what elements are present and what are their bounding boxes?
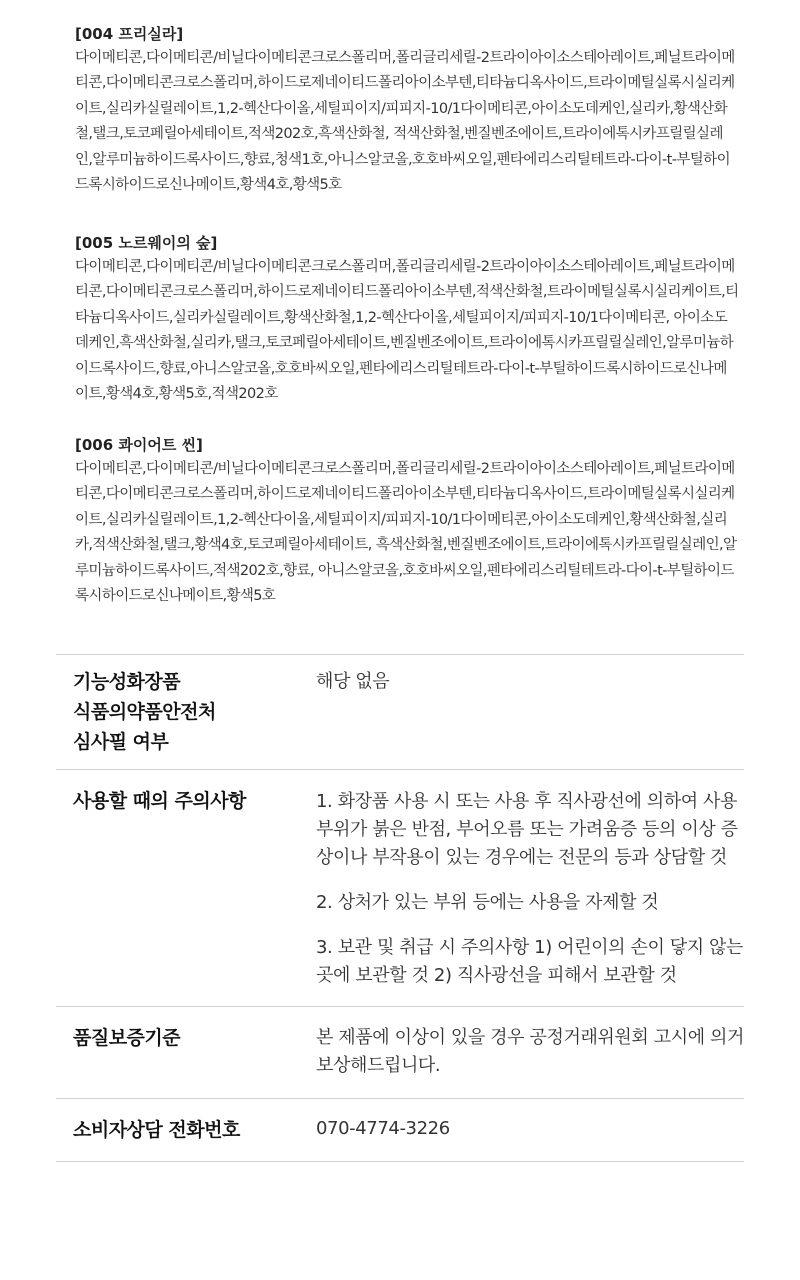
quality-row	[56, 1007, 744, 1099]
phone-value: 070-4774-3226	[316, 1118, 450, 1139]
caution-item-3: 3. 보관 및 취급 시 주의사항 1) 어린이의 손이 닿지 않는 곳에 보관할 것 2) 직사광선을 피해서 보관할 것	[316, 937, 744, 986]
shade-005-section	[75, 231, 740, 407]
caution-value	[316, 786, 744, 990]
caution-item-1: 1. 화장품 사용 시 또는 사용 후 직사광선에 의하여 사용부위가 붉은 반점, 부어오름 또는 가려움증 등의 이상 증상이나 부작용이 있는 경우에는 전문의 등과 상담할 것	[316, 791, 738, 868]
phone-row	[56, 1099, 744, 1162]
caution-row	[56, 770, 744, 1007]
caution-item-2: 2. 상처가 있는 부위 등에는 사용을 자제할 것	[316, 892, 659, 913]
shade-005-title: [005 노르웨이의 숲]	[75, 234, 218, 252]
shade-006-section	[75, 433, 740, 609]
shade-005-ingredients: 다이메티콘,다이메티콘/비닐다이메티콘크로스폴리머,폴리글리세릴-2트라이아이소스테아레이트,페닐트라이메티콘,다이메티콘크로스폴리머,하이드로제네이티드폴리아이소부텐,적색산화철,트라이메틸실록시실리케이트,티타늄디옥사이드,실리카실릴레이트,황색산화철,1,2-헥산다이올,세틸피이지/피피지-10/1다이메티콘, 아이소도데케인,흑색산화철,실리카,탤크,토코페릴아세테이트,벤질벤조에이트,트라이에톡시카프릴릴실레인,알루미늄하이드록사이드,향료,아니스알코올,호호바씨오일,펜타에리스리틸테트라-다이-t-부틸하이드록시하이드로신나메이트,황색4호,황색5호,적색202호	[75, 259, 739, 403]
shade-004-title: [004 프리실라]	[75, 25, 184, 43]
quality-label: 품질보증기준	[73, 1027, 181, 1049]
shade-004-section	[75, 22, 740, 198]
shade-006-ingredients: 다이메티콘,다이메티콘/비닐다이메티콘크로스폴리머,폴리글리세릴-2트라이아이소스테아레이트,페닐트라이메티콘,다이메티콘크로스폴리머,하이드로제네이티드폴리아이소부텐,티타늄디옥사이드,트라이메틸실록시실리케이트,실리카실릴레이트,1,2-헥산다이올,세틸피이지/피피지-10/1다이메티콘,아이소도데케인,황색산화철,실리카,적색산화철,탤크,황색4호,토코페릴아세테이트, 흑색산화철,벤질벤조에이트,트라이에톡시카프릴릴실레인,알루미늄하이드록사이드,적색202호,향료, 아니스알코올,호호바씨오일,펜타에리스리틸테트라-다이-t-부틸하이드록시하이드로신나메이트,황색5호	[75, 461, 737, 605]
product-info-table	[56, 654, 744, 1162]
shade-006-title: [006 콰이어트 씬]	[75, 436, 203, 454]
phone-label: 소비자상담 전화번호	[73, 1119, 240, 1141]
functional-value: 해당 없음	[316, 671, 390, 692]
quality-value: 본 제품에 이상이 있을 경우 공정거래위원회 고시에 의거 보상해드립니다.	[316, 1027, 744, 1076]
functional-label: 기능성화장품 식품의약품안전처 심사필 여부	[73, 671, 216, 753]
shade-004-ingredients: 다이메티콘,다이메티콘/비닐다이메티콘크로스폴리머,폴리글리세릴-2트라이아이소스테아레이트,페닐트라이메티콘,다이메티콘크로스폴리머,하이드로제네이티드폴리아이소부텐,티타늄디옥사이드,트라이메틸실록시실리케이트,실리카실릴레이트,1,2-헥산다이올,세틸피이지/피피지-10/1다이메티콘,아이소도데케인,실리카,황색산화철,탤크,토코페릴아세테이트,적색202호,흑색산화철, 적색산화철,벤질벤조에이트,트라이에톡시카프릴릴실레인,알루미늄하이드록사이드,향료,청색1호,아니스알코올,호호바씨오일,펜타에리스리틸테트라-다이-t-부틸하이드록시하이드로신나메이트,황색4호,황색5호	[75, 50, 735, 194]
functional-row	[56, 655, 744, 770]
caution-label: 사용할 때의 주의사항	[73, 790, 246, 812]
